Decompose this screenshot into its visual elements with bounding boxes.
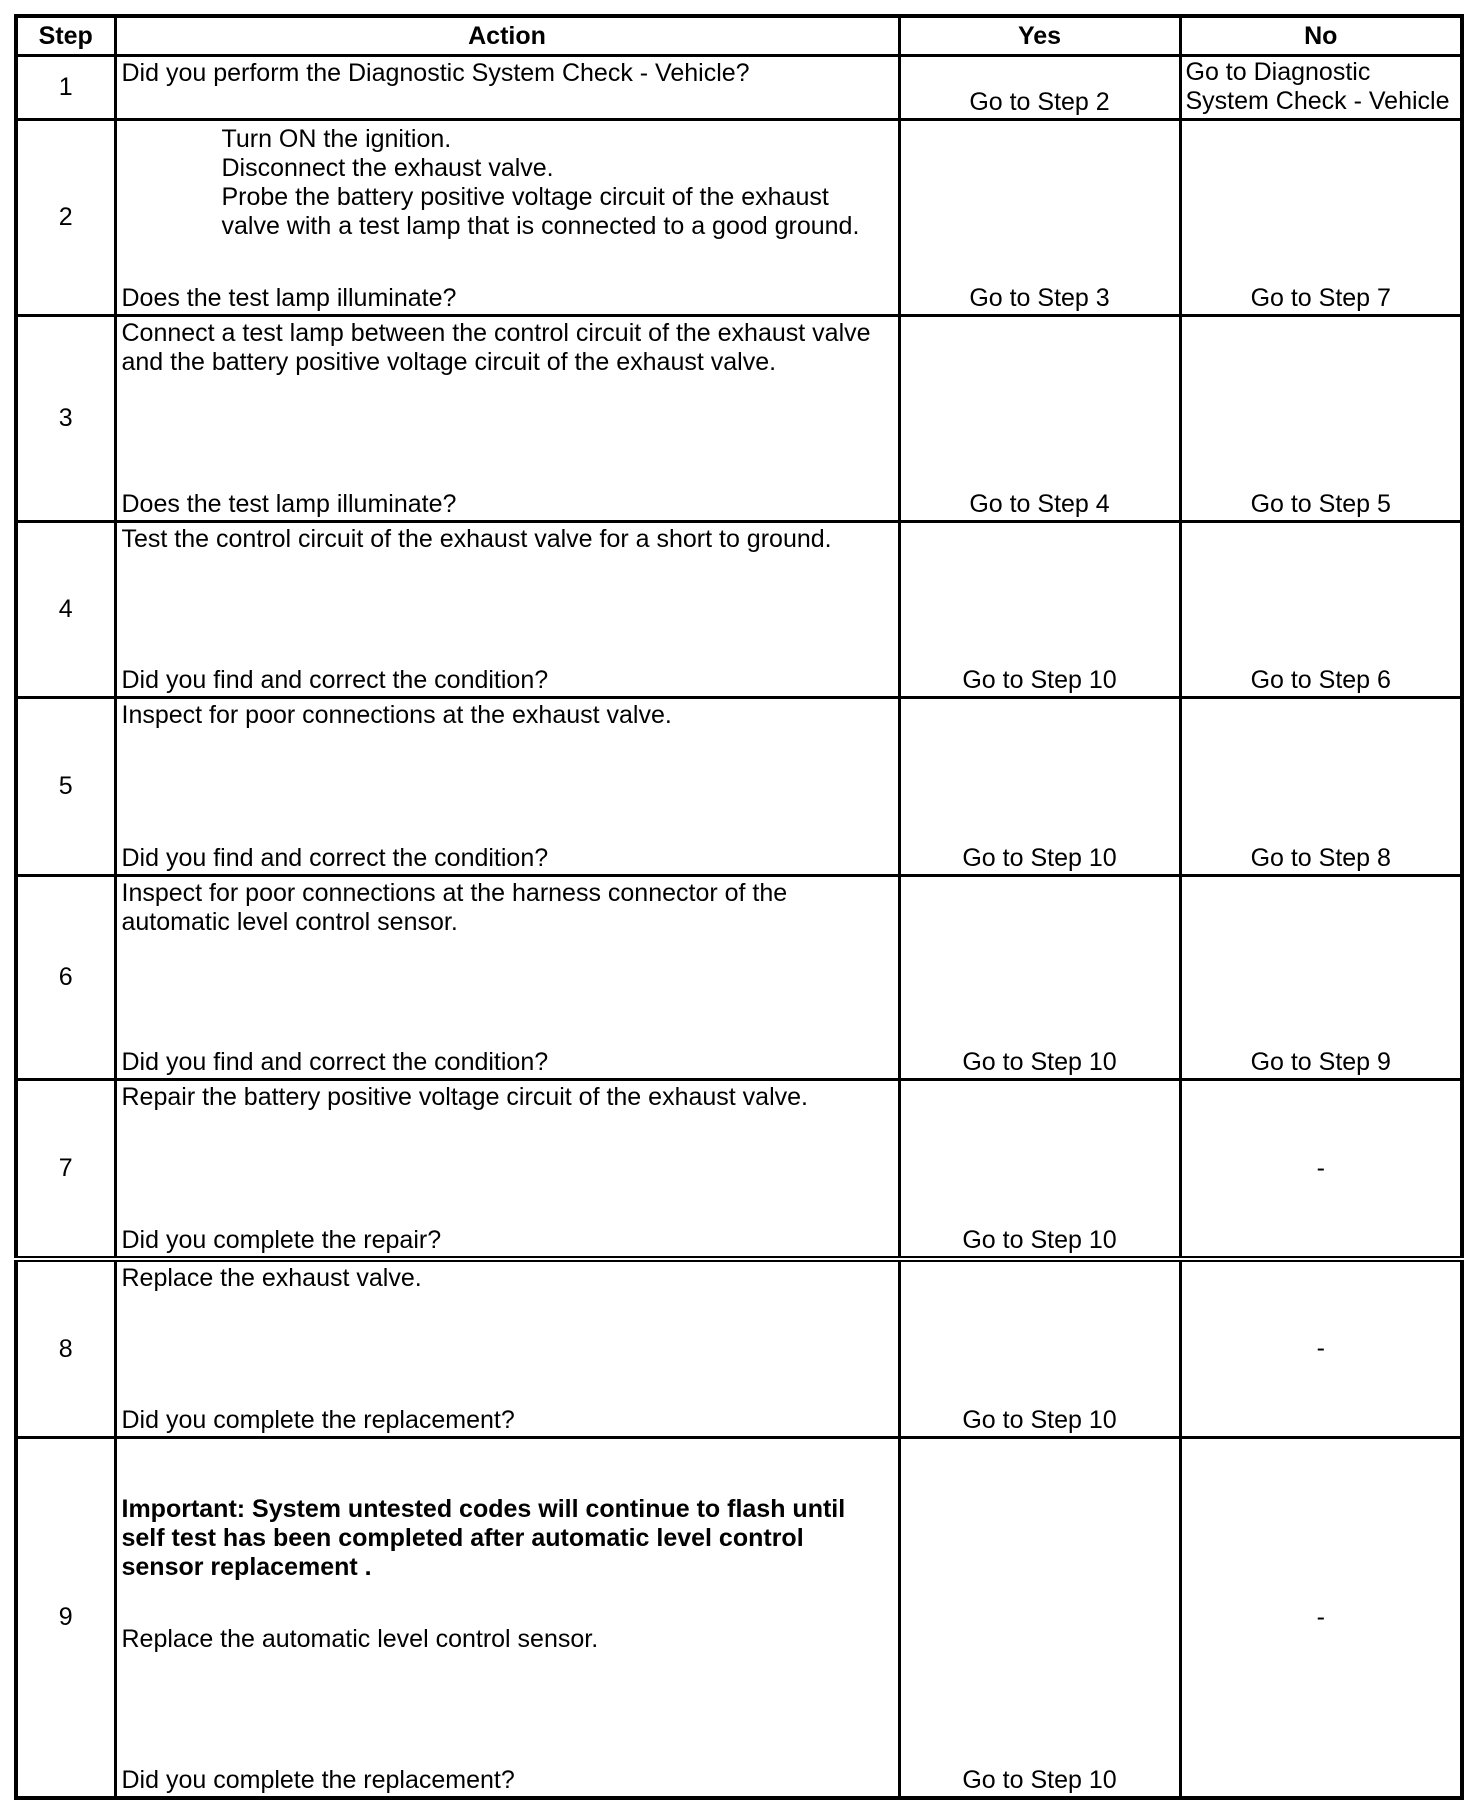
table-row xyxy=(16,56,1462,120)
action-line: Probe the battery positive voltage circuit of the exhaust xyxy=(221,183,829,211)
no-cell: Go to Step 5 xyxy=(1180,316,1462,522)
no-cell: Go to Step 7 xyxy=(1180,120,1462,316)
header-no: No xyxy=(1180,16,1462,56)
header-action: Action xyxy=(115,16,899,56)
action-line: Inspect for poor connections at the harness connector of the xyxy=(121,879,788,907)
important-note xyxy=(122,1495,894,1582)
header-yes: Yes xyxy=(899,16,1180,56)
table-row xyxy=(16,1438,1462,1799)
yes-cell: Go to Step 3 xyxy=(899,120,1180,316)
yes-cell: Go to Step 10 xyxy=(899,1438,1180,1799)
step-number: 5 xyxy=(16,698,115,876)
action-text xyxy=(122,701,894,730)
table-row xyxy=(16,876,1462,1080)
action-text xyxy=(122,319,894,377)
action-question: Did you complete the replacement? xyxy=(121,1406,515,1434)
action-cell xyxy=(115,56,899,120)
yes-cell: Go to Step 10 xyxy=(899,1080,1180,1260)
important-line: self test has been completed after automatic level control xyxy=(121,1524,804,1552)
table-row xyxy=(16,316,1462,522)
table-row xyxy=(16,1259,1462,1438)
action-line: Disconnect the exhaust valve. xyxy=(221,154,554,182)
yes-cell: Go to Step 10 xyxy=(899,522,1180,698)
no-cell: Go to Step 9 xyxy=(1180,876,1462,1080)
action-question: Did you complete the repair? xyxy=(121,1226,442,1254)
yes-cell: Go to Step 10 xyxy=(899,876,1180,1080)
action-text xyxy=(122,525,894,554)
action-cell xyxy=(115,1438,899,1799)
no-line: System Check - Vehicle xyxy=(1185,87,1450,115)
action-text xyxy=(122,1264,894,1293)
header-step: Step xyxy=(16,16,115,56)
action-cell xyxy=(115,1259,899,1438)
table-row xyxy=(16,698,1462,876)
action-line: Inspect for poor connections at the exhaust valve. xyxy=(121,701,672,729)
step-number: 4 xyxy=(16,522,115,698)
action-text xyxy=(122,59,894,88)
yes-cell: Go to Step 10 xyxy=(899,698,1180,876)
action-text xyxy=(122,1083,894,1112)
action-line: Replace the automatic level control sensor. xyxy=(121,1625,599,1653)
table-row xyxy=(16,522,1462,698)
table-row xyxy=(16,120,1462,316)
action-question: Did you find and correct the condition? xyxy=(121,666,549,694)
action-text xyxy=(122,1625,894,1654)
important-line: Important: System untested codes will continue to flash until xyxy=(121,1495,846,1523)
important-line: sensor replacement . xyxy=(121,1553,372,1581)
diagnostic-table xyxy=(14,14,1464,1800)
no-cell: - xyxy=(1180,1080,1462,1260)
action-text xyxy=(222,125,894,241)
action-question: Does the test lamp illuminate? xyxy=(121,284,457,312)
action-cell xyxy=(115,316,899,522)
action-cell xyxy=(115,522,899,698)
action-line: automatic level control sensor. xyxy=(121,908,458,936)
header-row xyxy=(16,16,1462,56)
no-cell: - xyxy=(1180,1259,1462,1438)
step-number: 3 xyxy=(16,316,115,522)
action-line: Did you perform the Diagnostic System Check - Vehicle? xyxy=(121,59,750,87)
step-number: 1 xyxy=(16,56,115,120)
step-number: 2 xyxy=(16,120,115,316)
no-cell: Go to Step 8 xyxy=(1180,698,1462,876)
action-line: Connect a test lamp between the control circuit of the exhaust valve xyxy=(121,319,871,347)
action-cell xyxy=(115,120,899,316)
step-number: 7 xyxy=(16,1080,115,1260)
action-line: valve with a test lamp that is connected to a good ground. xyxy=(221,212,860,240)
step-number: 9 xyxy=(16,1438,115,1799)
action-line: Replace the exhaust valve. xyxy=(121,1264,422,1292)
action-cell xyxy=(115,1080,899,1260)
yes-cell: Go to Step 2 xyxy=(899,56,1180,120)
action-cell xyxy=(115,698,899,876)
action-question: Does the test lamp illuminate? xyxy=(121,490,457,518)
action-question: Did you find and correct the condition? xyxy=(121,1048,549,1076)
action-question: Did you complete the replacement? xyxy=(121,1766,515,1794)
action-line: Turn ON the ignition. xyxy=(221,125,452,153)
no-cell xyxy=(1180,56,1462,120)
yes-cell: Go to Step 4 xyxy=(899,316,1180,522)
no-cell: Go to Step 6 xyxy=(1180,522,1462,698)
no-cell: - xyxy=(1180,1438,1462,1799)
table-row xyxy=(16,1080,1462,1260)
no-line: Go to Diagnostic xyxy=(1185,58,1371,86)
yes-cell: Go to Step 10 xyxy=(899,1259,1180,1438)
step-number: 8 xyxy=(16,1259,115,1438)
action-cell xyxy=(115,876,899,1080)
action-text xyxy=(122,879,894,937)
action-line: Repair the battery positive voltage circuit of the exhaust valve. xyxy=(121,1083,808,1111)
action-line: and the battery positive voltage circuit of the exhaust valve. xyxy=(121,348,777,376)
step-number: 6 xyxy=(16,876,115,1080)
action-question: Did you find and correct the condition? xyxy=(121,844,549,872)
action-line: Test the control circuit of the exhaust valve for a short to ground. xyxy=(121,525,832,553)
diagnostic-table-container xyxy=(14,14,1460,1800)
